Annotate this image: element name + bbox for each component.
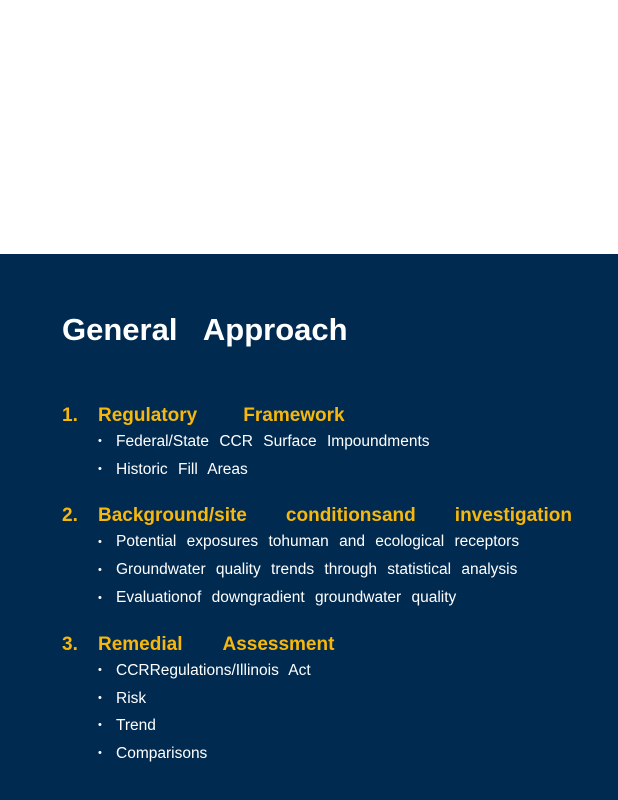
section-heading (62, 404, 572, 428)
bullet-list (62, 428, 572, 483)
section-heading (62, 504, 572, 528)
bullet-item: • Trend (98, 712, 572, 740)
bullet-list (62, 528, 572, 612)
slide-title: General Approach (62, 312, 348, 347)
bullet-item: • Comparisons (98, 740, 572, 768)
section-heading-text (98, 404, 572, 428)
section-background-conditions (62, 504, 572, 612)
bullet-item: • CCRRegulations/Illinois Act (98, 657, 572, 685)
section-regulatory-framework (62, 404, 572, 483)
bullet-item: • Historic Fill Areas (98, 456, 572, 484)
section-heading (62, 633, 572, 657)
heading-word: conditionsand (285, 505, 416, 526)
bullet-item: • Federal/State CCR Surface Impoundments (98, 428, 572, 456)
section-number: 2. (62, 505, 78, 526)
heading-word: Assessment (222, 634, 335, 655)
heading-word: Framework (243, 405, 345, 426)
bullet-item: • Groundwater quality trends through statistical analysis (98, 556, 572, 584)
bullet-list (62, 657, 572, 767)
heading-word: Regulatory (98, 405, 198, 426)
heading-word: Background/site (98, 505, 247, 526)
bullet-item: • Evaluationof downgradient groundwater quality (98, 584, 572, 612)
heading-word: investigation (454, 505, 572, 526)
section-heading-text (98, 504, 572, 528)
bullet-item: • Risk (98, 685, 572, 713)
section-number: 3. (62, 634, 78, 655)
section-number: 1. (62, 405, 78, 426)
bullet-item: • Potential exposures tohuman and ecological receptors (98, 528, 572, 556)
section-heading-text (98, 633, 572, 657)
heading-word: Remedial (98, 634, 183, 655)
section-remedial-assessment (62, 633, 572, 767)
